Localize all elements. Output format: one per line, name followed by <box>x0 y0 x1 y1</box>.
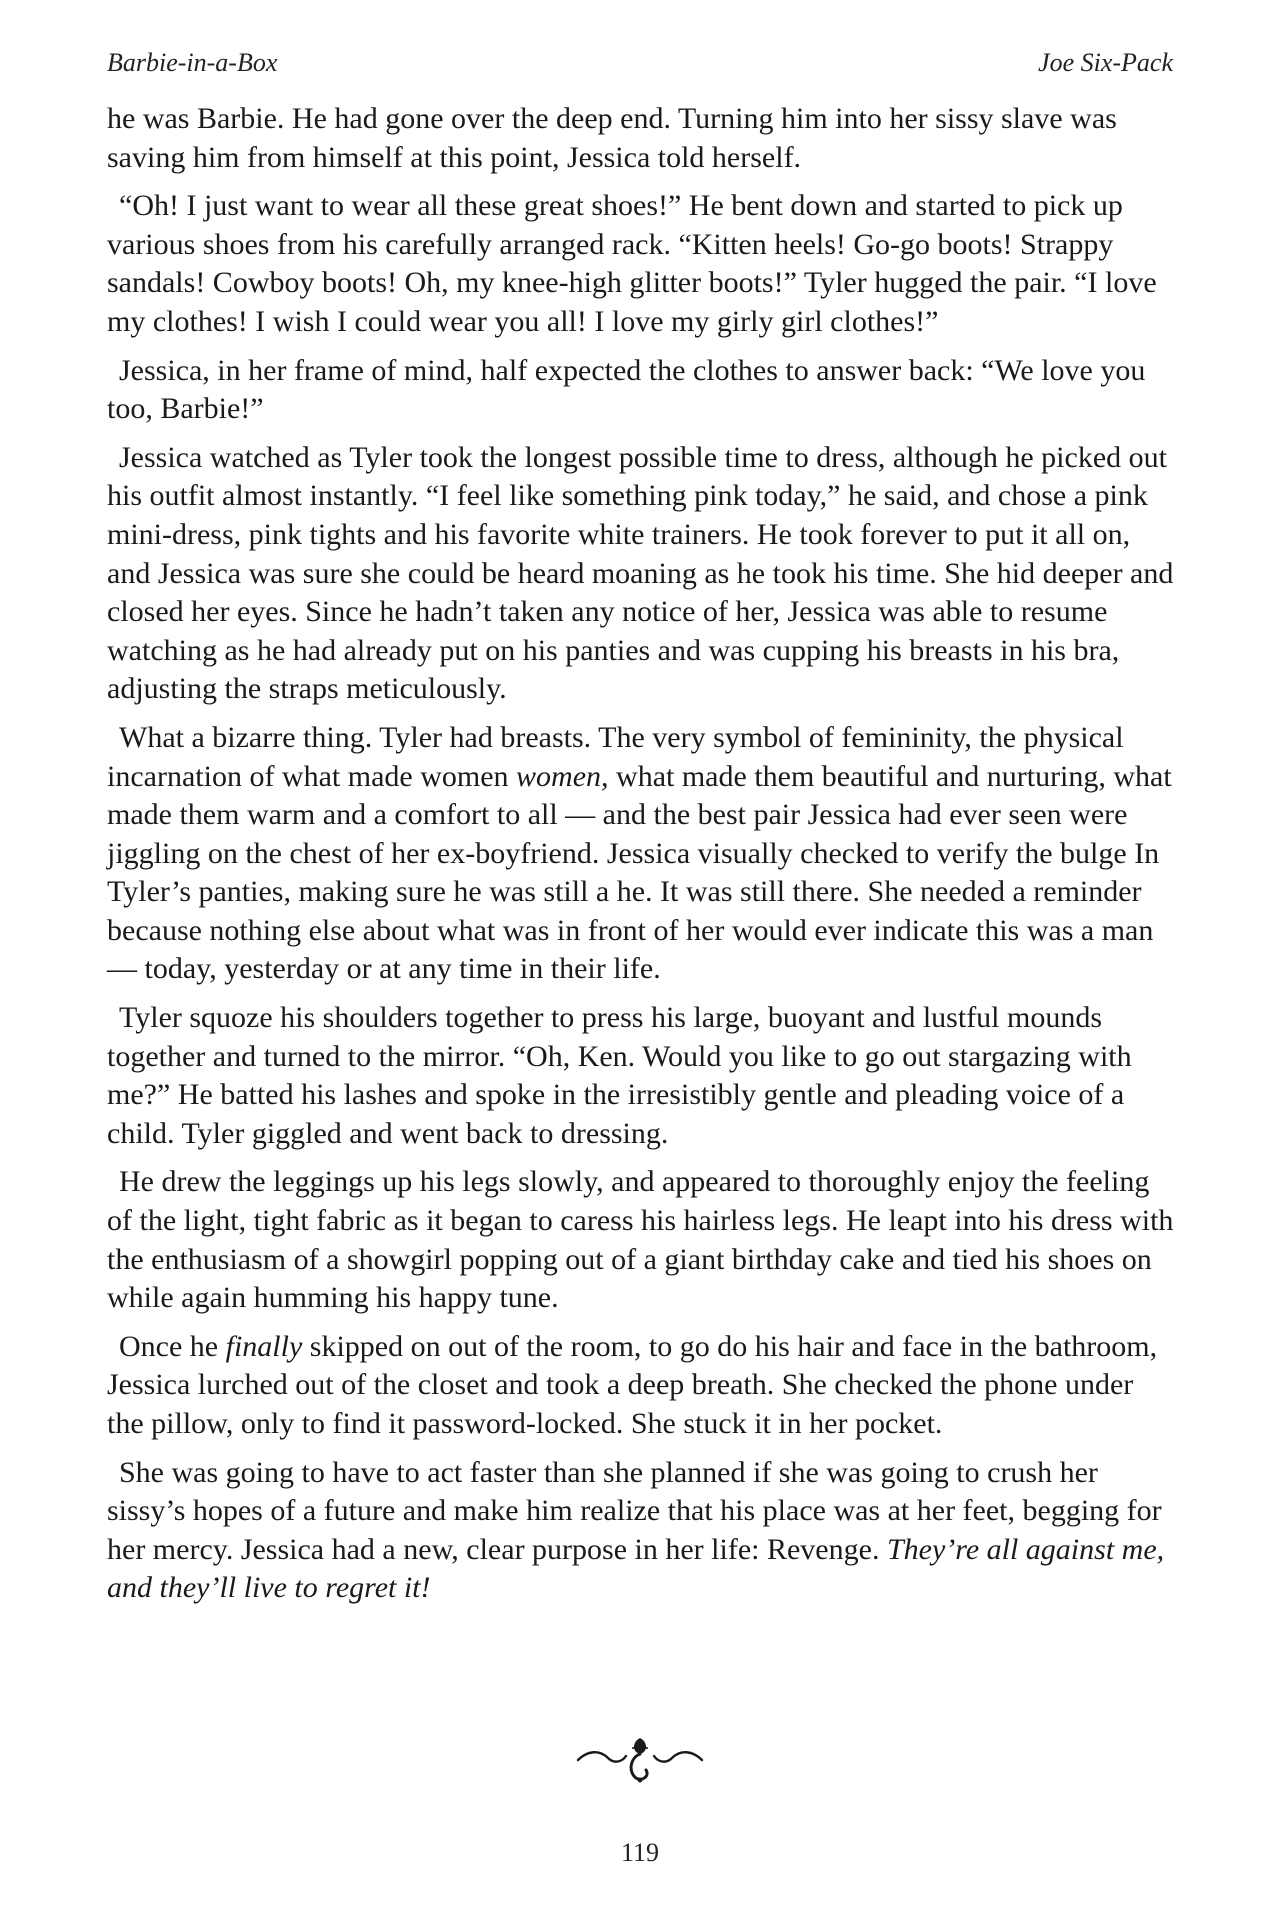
emphasis: They’re all against me, and they’ll live to regret it! <box>107 1532 1165 1605</box>
paragraph: She was going to have to act faster than she planned if she was going to crush her sissy’s hopes of a future and make him realize that his place was at her feet, begging for her mercy. Jessica had a new, clear purpose in her life: Revenge. They’re all against me, and they’ll live to regret it! <box>107 1455 1165 1605</box>
header-book-title: Barbie-in-a-Box <box>107 48 278 77</box>
running-header <box>107 48 1173 78</box>
paragraph: Once he finally skipped on out of the room, to go do his hair and face in the bathroom, Jessica lurched out of the closet and took a deep breath. She checked the phone under the pillow, only to find it password-locked. She stuck it in her pocket. <box>107 1329 1158 1440</box>
paragraph: What a bizarre thing. Tyler had breasts. The very symbol of femininity, the physical incarnation of what made women women, what made them beautiful and nurturing, what made them warm and a comfort to all — and the best pair Jessica had ever seen were jiggling on the chest of her ex-boyfriend. Jessica visually checked to verify the bulge In Tyler’s panties, making sure he was still a he. It was still there. She needed a reminder because nothing else about what was in front of her would ever indicate this was a man — today, yesterday or at any time in their life. <box>107 720 1172 986</box>
paragraph: “Oh! I just want to wear all these great shoes!” He bent down and started to pick up various shoes from his carefully arranged rack. “Kitten heels! Go-go boots! Strappy sandals! Cowboy boots! Oh, my knee-high glitter boots!” Tyler hugged the pair. “I love my clothes! I wish I could wear you all! I love my girly girl clothes!” <box>107 189 1157 338</box>
header-author: Joe Six-Pack <box>1038 48 1173 77</box>
paragraph: Jessica watched as Tyler took the longest possible time to dress, although he picked out his outfit almost instantly. “I feel like something pink today,” he said, and chose a pink mini-dress, pink tights and his favorite white trainers. He took forever to put it all on, and Jessica was sure she could be heard moaning as he took his time. She hid deeper and closed her eyes. Since he hadn’t taken any notice of her, Jessica was able to resume watching as he had already put on his panties and was cupping his breasts in his bra, adjusting the straps meticulously. <box>107 440 1174 706</box>
emphasis: women, <box>516 759 609 793</box>
section-break-flourish-icon <box>0 1728 1280 1793</box>
emphasis: finally <box>225 1329 303 1363</box>
body-text <box>107 100 1175 1618</box>
paragraph: he was Barbie. He had gone over the deep end. Turning him into her sissy slave was saving him from himself at this point, Jessica told herself. <box>107 102 1117 174</box>
page-number: 119 <box>620 1838 660 1867</box>
paragraph: He drew the leggings up his legs slowly, and appeared to thoroughly enjoy the feeling of the light, tight fabric as it began to caress his hairless legs. He leapt into his dress with the enthusiasm of a showgirl popping out of a giant birthday cake and tied his shoes on while again humming his happy tune. <box>107 1165 1174 1315</box>
paragraph: Tyler squoze his shoulders together to press his large, buoyant and lustful mounds together and turned to the mirror. “Oh, Ken. Would you like to go out stargazing with me?” He batted his lashes and spoke in the irresistibly gentle and pleading voice of a child. Tyler giggled and went back to dressing. <box>107 1001 1132 1150</box>
paragraph: Jessica, in her frame of mind, half expected the clothes to answer back: “We love you too, Barbie!” <box>107 353 1146 426</box>
